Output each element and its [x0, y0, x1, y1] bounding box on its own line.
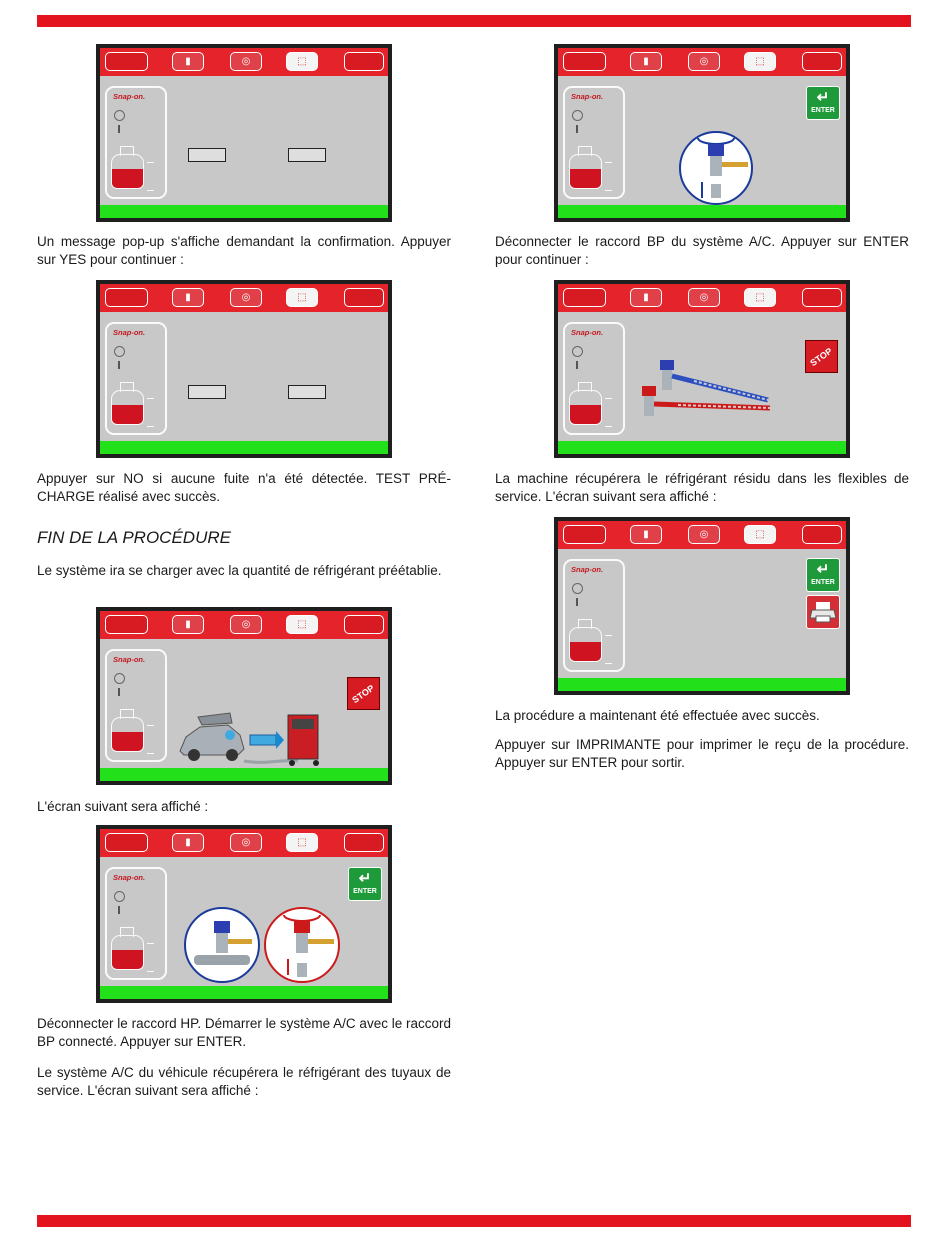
stop-label: STOP: [808, 345, 835, 368]
paragraph: Déconnecter le raccord HP. Démarrer le système A/C avec le raccord BP connecté. Appuyer sur ENTER.: [37, 1016, 451, 1049]
popup-yes-button[interactable]: [188, 148, 226, 162]
thermometer-icon: [118, 906, 120, 914]
enter-icon: ↵: [358, 870, 372, 887]
tank-level: [112, 950, 143, 969]
toolbar-button-right[interactable]: [802, 52, 842, 71]
footer-bar: [37, 1215, 911, 1227]
tank-refrigerant-icon: ▮: [185, 618, 191, 630]
refrigerant-tank: [569, 627, 602, 662]
toolbar-tank-button[interactable]: [630, 525, 662, 544]
toolbar-button-right[interactable]: [344, 52, 384, 71]
tank-tick: [147, 753, 154, 754]
toolbar-button-right[interactable]: [802, 525, 842, 544]
enter-label: ENTER: [353, 888, 377, 895]
tank-level: [112, 169, 143, 188]
tank-tick: [605, 162, 612, 163]
tank-level: [112, 405, 143, 424]
toolbar-gauge-button[interactable]: [688, 525, 720, 544]
printer-icon: [807, 596, 839, 628]
screen-toolbar: [558, 48, 846, 76]
tank-level: [112, 732, 143, 751]
toolbar-gauge-button[interactable]: [688, 52, 720, 71]
thermometer-icon: [118, 125, 120, 133]
brand-logo: Snap-on.: [571, 92, 604, 101]
bottle-icon: ⬚: [755, 291, 765, 303]
coupler-bp-illustration: [676, 128, 760, 206]
status-bar: [100, 768, 388, 781]
brand-logo: Snap-on.: [113, 92, 146, 101]
header-bar: [37, 15, 911, 27]
tank-tick: [605, 663, 612, 664]
status-panel: [105, 86, 167, 199]
status-bar: [558, 441, 846, 454]
screen-charging: [96, 607, 392, 785]
gauge-icon: ◎: [241, 55, 251, 67]
refrigerant-tank: [569, 154, 602, 189]
toolbar-button-left[interactable]: [563, 525, 606, 544]
couplers-illustration: [184, 903, 344, 987]
popup-no-button[interactable]: [288, 385, 326, 399]
refrigerant-tank: [111, 154, 144, 189]
screen-procedure-complete: [554, 517, 850, 695]
printer-button[interactable]: [806, 595, 840, 629]
toolbar-button-left[interactable]: [105, 288, 148, 307]
refrigerant-tank: [569, 390, 602, 425]
enter-label: ENTER: [811, 579, 835, 586]
tank-tick: [605, 426, 612, 427]
toolbar-button-right[interactable]: [802, 288, 842, 307]
toolbar-gauge-button[interactable]: [230, 833, 262, 852]
stop-button[interactable]: [805, 340, 838, 373]
enter-button[interactable]: [806, 86, 840, 120]
thermometer-icon: [118, 688, 120, 696]
paragraph: Appuyer sur IMPRIMANTE pour imprimer le reçu de la procédure. Appuyer sur ENTER pour sortir.: [495, 737, 909, 770]
enter-button[interactable]: [348, 867, 382, 901]
status-panel: [105, 867, 167, 980]
tank-tick: [147, 725, 154, 726]
status-panel: [563, 322, 625, 435]
enter-icon: ↵: [816, 561, 830, 578]
toolbar-button-left[interactable]: [105, 615, 148, 634]
tank-refrigerant-icon: ▮: [185, 836, 191, 848]
paragraph: Le système ira se charger avec la quantité de réfrigérant préétablie.: [37, 563, 442, 578]
paragraph: Déconnecter le raccord BP du système A/C. Appuyer sur ENTER pour continuer :: [495, 234, 909, 267]
toolbar-gauge-button[interactable]: [230, 52, 262, 71]
stop-label: STOP: [350, 682, 377, 705]
screen-disconnect-hp: [96, 825, 392, 1003]
refrigerant-tank: [111, 717, 144, 752]
screen-toolbar: [558, 284, 846, 312]
gauge-icon: ◎: [699, 291, 709, 303]
toolbar-tank-button[interactable]: [172, 615, 204, 634]
tank-level: [570, 642, 601, 661]
toolbar-bottle-button[interactable]: [744, 288, 776, 307]
thermometer-icon: [576, 125, 578, 133]
toolbar-button-right[interactable]: [344, 288, 384, 307]
toolbar-tank-button[interactable]: [630, 52, 662, 71]
status-bar: [558, 205, 846, 218]
status-bar: [100, 441, 388, 454]
toolbar-button-right[interactable]: [344, 833, 384, 852]
toolbar-tank-button[interactable]: [630, 288, 662, 307]
refrigerant-tank: [111, 935, 144, 970]
section-heading: FIN DE LA PROCÉDURE: [37, 528, 231, 547]
toolbar-gauge-button[interactable]: [230, 615, 262, 634]
hoses-illustration: [634, 350, 774, 434]
tank-tick: [147, 971, 154, 972]
toolbar-bottle-button[interactable]: [286, 288, 318, 307]
status-bar: [100, 986, 388, 999]
tank-tick: [147, 398, 154, 399]
toolbar-bottle-button[interactable]: [286, 833, 318, 852]
status-panel: [105, 322, 167, 435]
screen-popup-no: [96, 280, 392, 458]
toolbar-button-left[interactable]: [563, 52, 606, 71]
screen-toolbar: [100, 829, 388, 857]
popup-no-button[interactable]: [288, 148, 326, 162]
pressure-gauge-icon: [572, 583, 583, 594]
enter-button[interactable]: [806, 558, 840, 592]
screen-recover-residual: [554, 280, 850, 458]
screen-disconnect-bp: [554, 44, 850, 222]
thermometer-icon: [118, 361, 120, 369]
pressure-gauge-icon: [114, 110, 125, 121]
screen-toolbar: [100, 611, 388, 639]
toolbar-button-left[interactable]: [563, 288, 606, 307]
toolbar-gauge-button[interactable]: [688, 288, 720, 307]
gauge-icon: ◎: [241, 291, 251, 303]
pressure-gauge-icon: [572, 110, 583, 121]
bottle-icon: ⬚: [297, 291, 307, 303]
pressure-gauge-icon: [114, 346, 125, 357]
stop-button[interactable]: [347, 677, 380, 710]
tank-refrigerant-icon: ▮: [643, 528, 649, 540]
brand-logo: Snap-on.: [113, 655, 146, 664]
gauge-icon: ◎: [241, 618, 251, 630]
gauge-icon: ◎: [241, 836, 251, 848]
bottle-icon: ⬚: [297, 55, 307, 67]
tank-tick: [147, 190, 154, 191]
screen-toolbar: [100, 284, 388, 312]
paragraph: L'écran suivant sera affiché :: [37, 799, 209, 814]
toolbar-button-right[interactable]: [344, 615, 384, 634]
pressure-gauge-icon: [572, 346, 583, 357]
status-bar: [100, 205, 388, 218]
refrigerant-tank: [111, 390, 144, 425]
tank-tick: [147, 943, 154, 944]
paragraph: Appuyer sur NO si aucune fuite n'a été détectée. TEST PRÉ-CHARGE réalisé avec succès.: [37, 471, 451, 504]
pressure-gauge-icon: [114, 891, 125, 902]
car-to-machine-illustration: [178, 709, 338, 771]
tank-tick: [147, 162, 154, 163]
tank-tick: [605, 190, 612, 191]
status-bar: [558, 678, 846, 691]
paragraph: Un message pop-up s'affiche demandant la confirmation. Appuyer sur YES pour continuer :: [37, 234, 451, 267]
tank-tick: [147, 426, 154, 427]
paragraph: La machine récupérera le réfrigérant résidu dans les flexibles de service. L'écran suivant sera affiché :: [495, 471, 909, 504]
brand-logo: Snap-on.: [113, 873, 146, 882]
tank-refrigerant-icon: ▮: [185, 55, 191, 67]
toolbar-tank-button[interactable]: [172, 833, 204, 852]
screen-toolbar: [558, 521, 846, 549]
enter-icon: ↵: [816, 89, 830, 106]
toolbar-tank-button[interactable]: [172, 288, 204, 307]
brand-logo: Snap-on.: [571, 328, 604, 337]
bottle-icon: ⬚: [755, 55, 765, 67]
bottle-icon: ⬚: [755, 528, 765, 540]
tank-level: [570, 405, 601, 424]
popup-yes-button[interactable]: [188, 385, 226, 399]
tank-refrigerant-icon: ▮: [643, 55, 649, 67]
tank-tick: [605, 635, 612, 636]
status-panel: [563, 559, 625, 672]
toolbar-button-left[interactable]: [105, 833, 148, 852]
status-panel: [563, 86, 625, 199]
paragraph: La procédure a maintenant été effectuée avec succès.: [495, 708, 820, 723]
screen-toolbar: [100, 48, 388, 76]
gauge-icon: ◎: [699, 528, 709, 540]
toolbar-gauge-button[interactable]: [230, 288, 262, 307]
toolbar-bottle-button[interactable]: [286, 615, 318, 634]
pressure-gauge-icon: [114, 673, 125, 684]
enter-label: ENTER: [811, 107, 835, 114]
toolbar-bottle-button[interactable]: [744, 525, 776, 544]
bottle-icon: ⬚: [297, 618, 307, 630]
bottle-icon: ⬚: [297, 836, 307, 848]
status-panel: [105, 649, 167, 762]
toolbar-bottle-button[interactable]: [744, 52, 776, 71]
toolbar-button-left[interactable]: [105, 52, 148, 71]
screen-popup-confirm: [96, 44, 392, 222]
thermometer-icon: [576, 598, 578, 606]
brand-logo: Snap-on.: [113, 328, 146, 337]
tank-level: [570, 169, 601, 188]
toolbar-bottle-button[interactable]: [286, 52, 318, 71]
brand-logo: Snap-on.: [571, 565, 604, 574]
gauge-icon: ◎: [699, 55, 709, 67]
thermometer-icon: [576, 361, 578, 369]
tank-refrigerant-icon: ▮: [185, 291, 191, 303]
tank-tick: [605, 398, 612, 399]
tank-refrigerant-icon: ▮: [643, 291, 649, 303]
toolbar-tank-button[interactable]: [172, 52, 204, 71]
paragraph: Le système A/C du véhicule récupérera le réfrigérant des tuyaux de service. L'écran suivant sera affiché :: [37, 1065, 451, 1098]
